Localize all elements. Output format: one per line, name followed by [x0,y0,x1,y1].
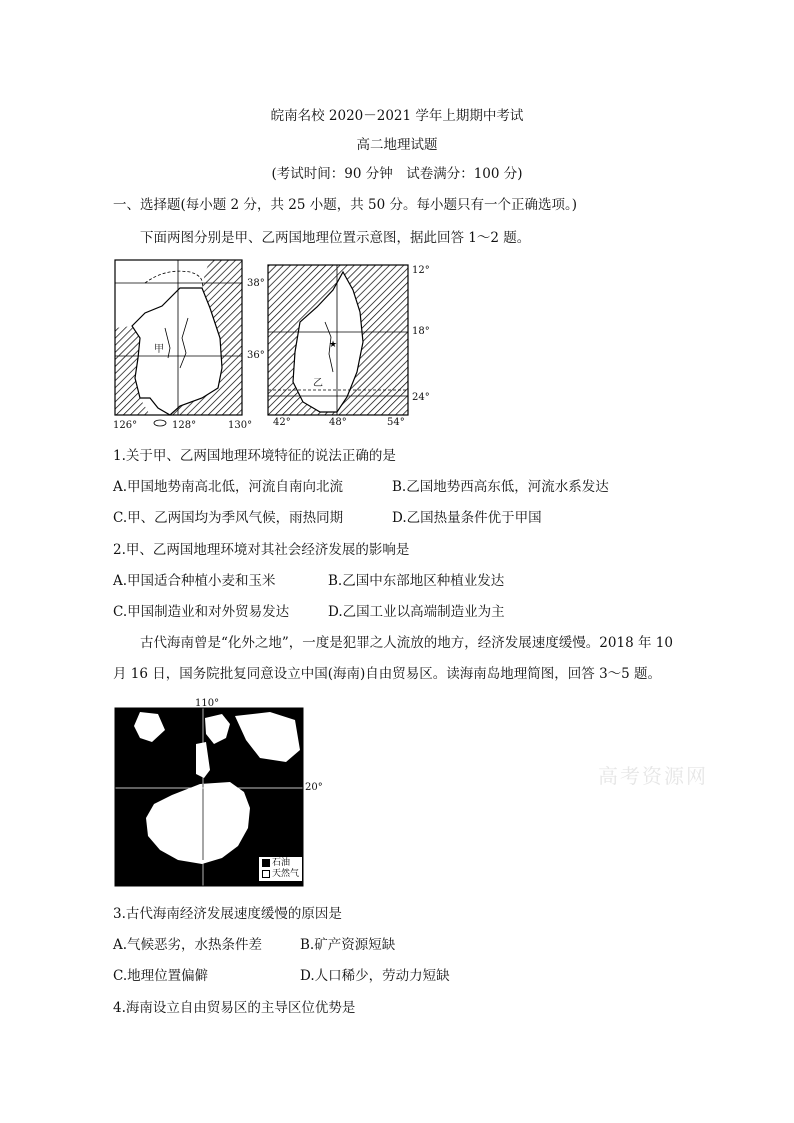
map-jia-lat-36: 36° [247,350,265,361]
q4-stem: 4.海南设立自由贸易区的主导区位优势是 [113,1000,356,1016]
q1-option-a: A.甲国地势南高北低，河流自南向北流 [113,479,344,495]
section-heading: 一、选择题(每小题 2 分，共 25 小题，共 50 分。每小题只有一个正确选项。) [113,197,577,213]
map-hainan [110,700,330,890]
q2-option-a: A.甲国适合种植小麦和玉米 [113,573,276,589]
map-hainan-legend [258,856,303,882]
map-jia-graphic [110,258,270,438]
q1-option-d: D.乙国热量条件优于甲国 [392,510,542,526]
q3-option-d: D.人口稀少，劳动力短缺 [300,968,450,984]
exam-title: 皖南名校 2020－2021 学年上期期中考试 [270,108,524,124]
intro-text-2-line2: 月 16 日，国务院批复同意设立中国(海南)自由贸易区。读海南岛地理简图，回答 3～5 题。 [113,666,662,682]
q2-option-c: C.甲国制造业和对外贸易发达 [113,604,290,620]
map-jia-lon-126: 126° [113,420,138,431]
q1-stem: 1.关于甲、乙两国地理环境特征的说法正确的是 [113,448,396,464]
q3-option-a: A.气候恶劣，水热条件差 [113,937,263,953]
intro-text-1: 下面两图分别是甲、乙两国地理位置示意图，据此回答 1～2 题。 [140,230,531,246]
map-yi-lon-54: 54° [387,417,405,428]
map-yi-lat-24: 24° [412,392,430,403]
map-country-jia [110,258,270,438]
map-yi-lat-12: 12° [412,265,430,276]
map-jia-country-label: 甲 [154,344,164,355]
map-jia-lon-130: 130° [228,420,253,431]
exam-subject: 高二地理试题 [356,137,438,153]
legend-oil-label: 石油 [272,858,291,868]
map-yi-graphic [265,262,440,437]
legend-oil-item [262,858,299,869]
q3-stem: 3.古代海南经济发展速度缓慢的原因是 [113,906,342,922]
oil-swatch-icon [262,859,270,867]
legend-gas-item [262,869,299,880]
map-country-yi [265,262,440,437]
q2-option-d: D.乙国工业以高端制造业为主 [328,604,505,620]
legend-gas-label: 天然气 [272,869,300,879]
svg-text:★: ★ [329,340,338,350]
map-yi-lon-48: 48° [329,417,347,428]
q2-stem: 2.甲、乙两国地理环境对其社会经济发展的影响是 [113,542,410,558]
map-yi-lon-42: 42° [273,417,291,428]
map-yi-country-label: 乙 [313,378,323,389]
watermark: 高考资源网 [598,764,708,788]
exam-meta: (考试时间：90 分钟 试卷满分：100 分) [271,166,523,182]
q1-option-b: B.乙国地势西高东低，河流水系发达 [392,479,609,495]
map-hainan-lon-110: 110° [195,698,220,709]
map-jia-lon-128: 128° [172,420,197,431]
map-yi-lat-18: 18° [412,326,430,337]
gas-swatch-icon [262,870,270,878]
q1-option-c: C.甲、乙两国均为季风气候，雨热同期 [113,510,344,526]
q3-option-b: B.矿产资源短缺 [300,937,396,953]
map-hainan-lat-20: 20° [305,782,323,793]
q2-option-b: B.乙国中东部地区种植业发达 [328,573,505,589]
intro-text-2-line1: 古代海南曾是“化外之地”，一度是犯罪之人流放的地方，经济发展速度缓慢。2018 年 10 [140,635,673,651]
map-jia-lat-38: 38° [247,278,265,289]
q3-option-c: C.地理位置偏僻 [113,968,209,984]
